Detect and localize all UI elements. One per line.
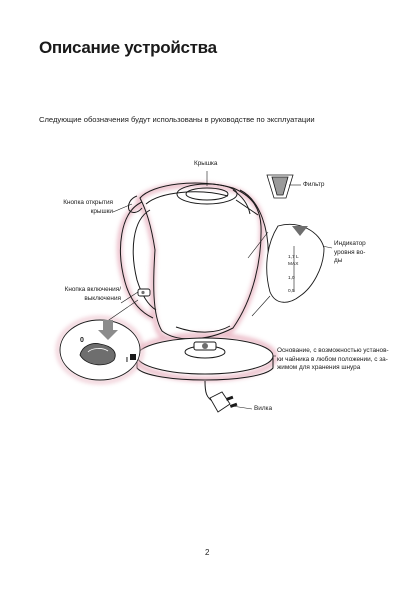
label-base-line3: жимом для хранения шнура [277, 364, 361, 372]
label-lid-button [53, 199, 113, 216]
page-title: Описание устройства [39, 38, 217, 57]
label-lid: Крышка [194, 160, 218, 167]
indicator-mark-max: 1,7 L [288, 255, 299, 260]
label-base [277, 347, 389, 373]
switch-mark-off: 0 [80, 337, 84, 344]
label-power-switch-line1: Кнопка включения/ [64, 286, 121, 293]
label-lid-button-line2: крышки [90, 207, 113, 215]
label-water-indicator-line1: Индикатор [334, 240, 366, 247]
page-number: 2 [205, 548, 210, 557]
label-lid-button-line1: Кнопка открытия [63, 199, 113, 206]
filter-illustration [267, 175, 301, 198]
indicator-mark-mid: 1,0 [288, 276, 295, 281]
power-switch-zoom [58, 300, 142, 382]
indicator-mark-min: 0,5 [288, 289, 295, 294]
power-switch-detail [138, 289, 150, 296]
kettle-body [140, 183, 268, 339]
indicator-mark-max-word: MAX [288, 262, 299, 267]
label-power-switch [51, 286, 121, 303]
label-base-line2: ки чайника в любом положении, с за- [277, 355, 388, 363]
label-base-line1: Основание, с возможностью установ- [277, 347, 389, 354]
label-power-switch-line2: выключения [84, 294, 121, 302]
intro-text: Следующие обозначения будут использованы в руководстве по эксплуатации [39, 115, 315, 124]
switch-mark-on: I [126, 357, 128, 364]
plug-illustration [210, 392, 237, 412]
label-plug: Вилка [254, 405, 273, 412]
label-filter: Фильтр [303, 181, 325, 188]
label-water-indicator-line3: ды [334, 257, 343, 265]
label-water-indicator [334, 240, 366, 266]
kettle-base [137, 338, 273, 402]
label-water-indicator-line2: уровня во- [334, 248, 366, 256]
